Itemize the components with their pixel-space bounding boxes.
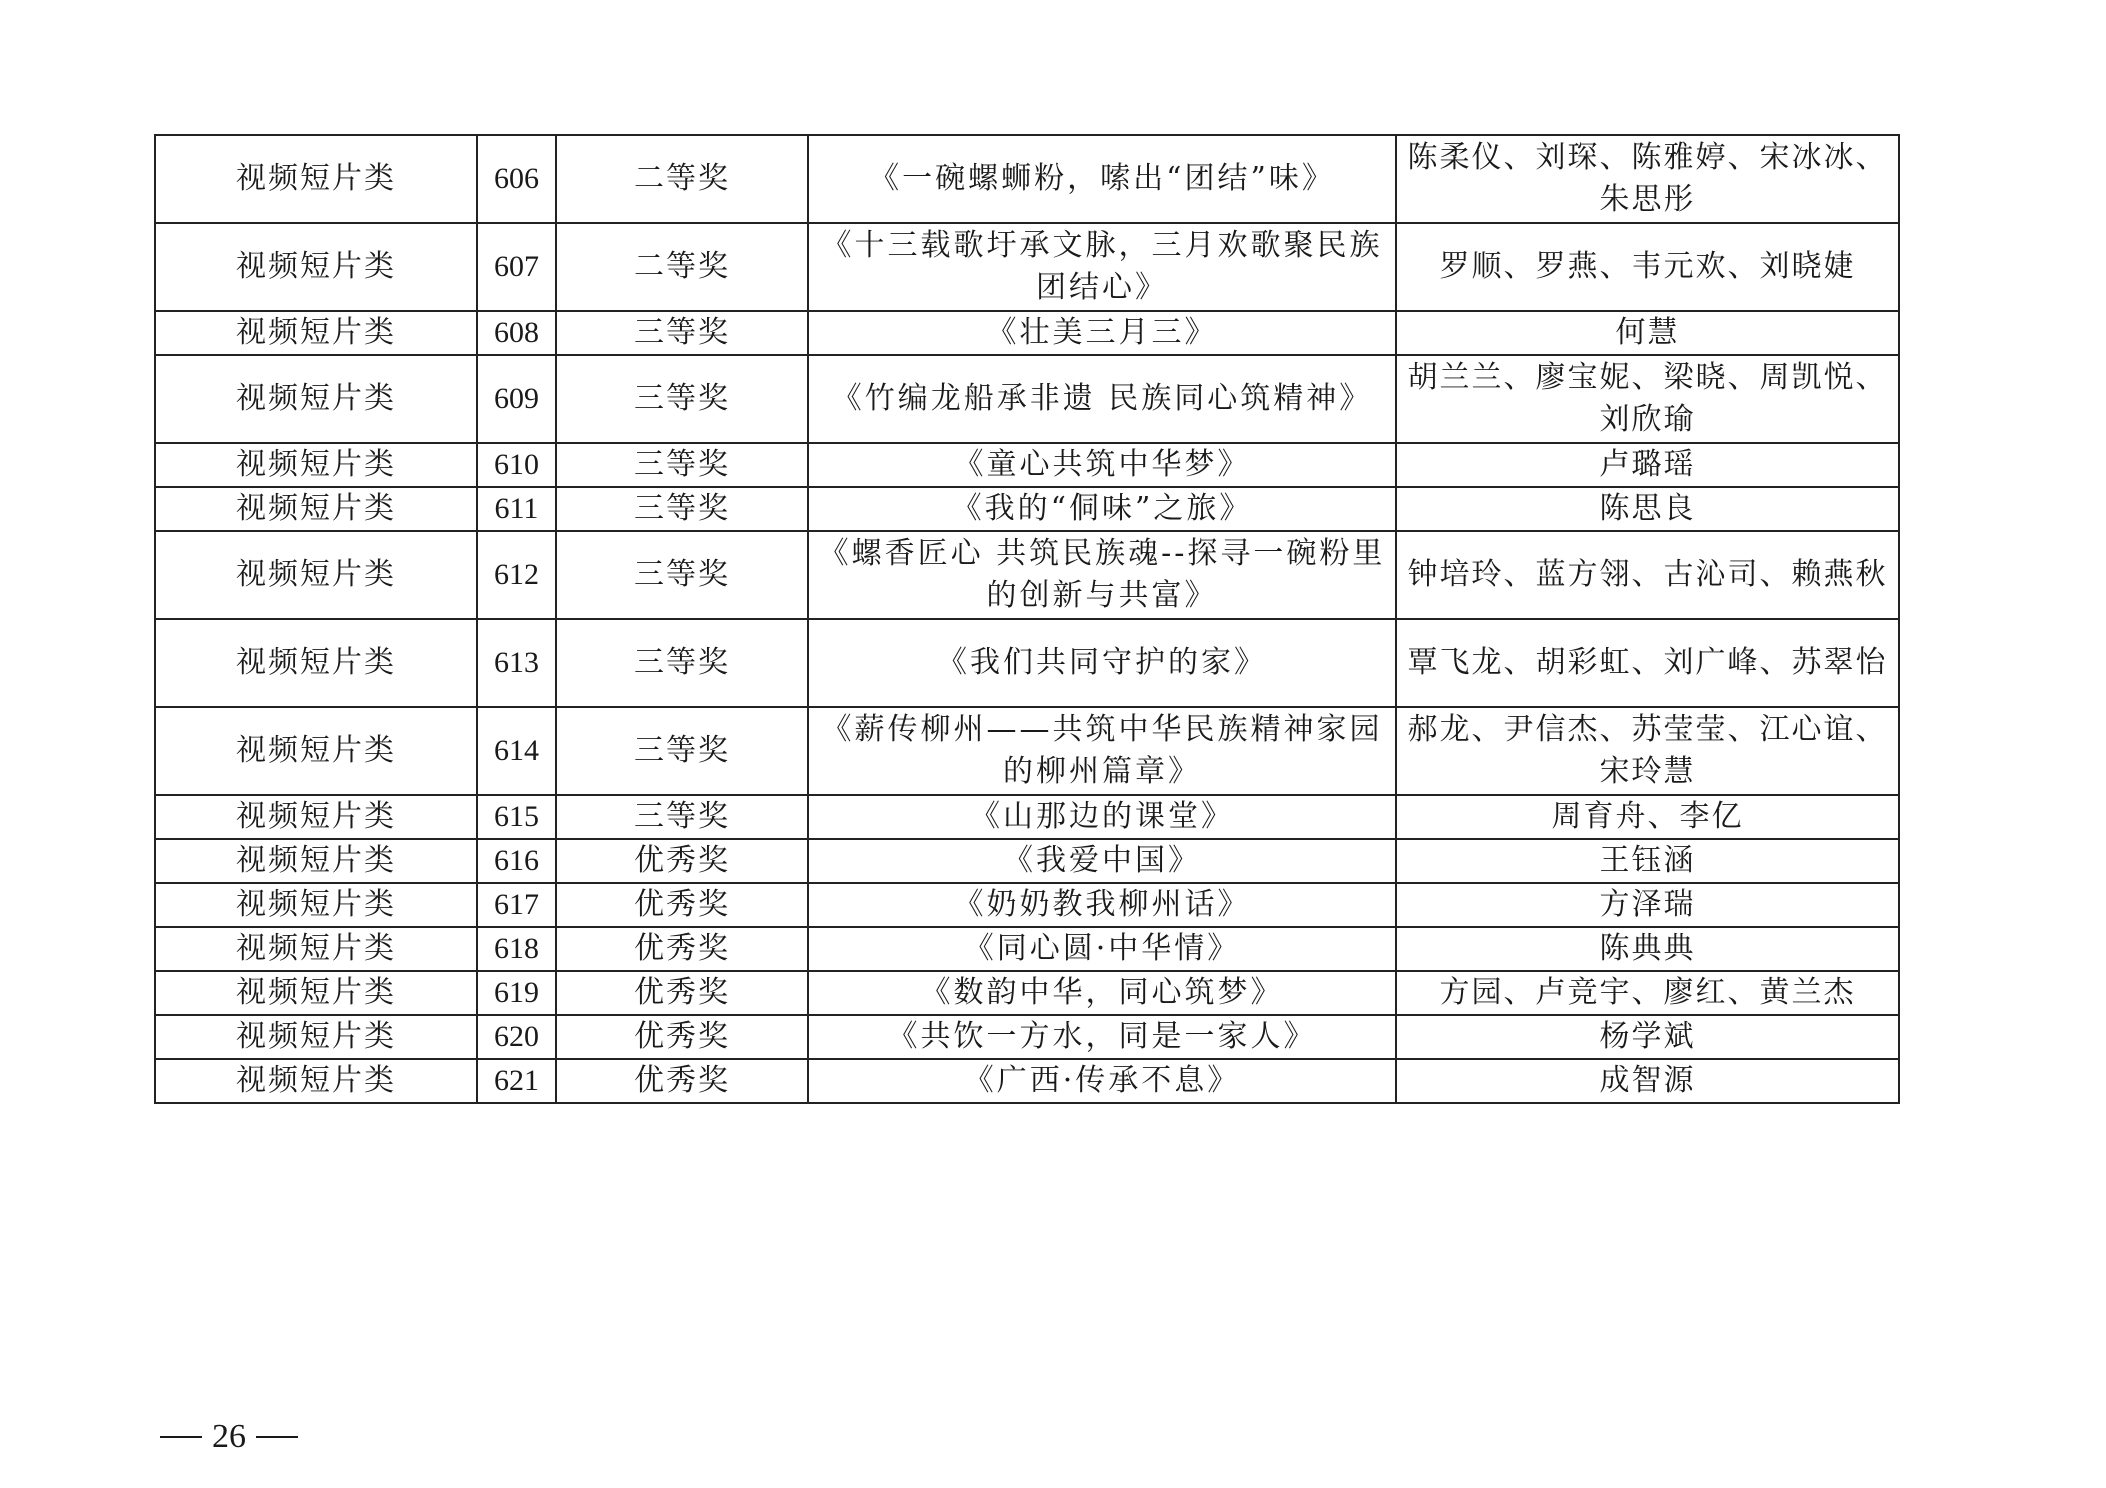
number-cell: 607 [477,223,556,311]
prize-cell: 三等奖 [556,355,808,443]
awards-table [154,134,1900,1104]
category-cell: 视频短片类 [155,883,477,927]
table-row [155,135,1899,223]
category-cell: 视频短片类 [155,619,477,707]
table-row [155,971,1899,1015]
table-row [155,1059,1899,1103]
table-row [155,619,1899,707]
prize-cell: 优秀奖 [556,1015,808,1059]
prize-cell: 优秀奖 [556,883,808,927]
table-row [155,487,1899,531]
title-cell: 《奶奶教我柳州话》 [808,883,1396,927]
page-number-dash-left [160,1436,202,1438]
authors-cell: 方园、卢竞宇、廖红、黄兰杰 [1396,971,1899,1015]
category-cell: 视频短片类 [155,971,477,1015]
category-cell: 视频短片类 [155,223,477,311]
authors-cell: 陈思良 [1396,487,1899,531]
number-cell: 619 [477,971,556,1015]
category-cell: 视频短片类 [155,531,477,619]
title-cell: 《山那边的课堂》 [808,795,1396,839]
prize-cell: 优秀奖 [556,927,808,971]
title-cell: 《十三载歌圩承文脉，三月欢歌聚民族团结心》 [808,223,1396,311]
page-number-value: 26 [212,1418,246,1455]
number-cell: 613 [477,619,556,707]
table-row [155,443,1899,487]
title-cell: 《童心共筑中华梦》 [808,443,1396,487]
authors-cell: 杨学斌 [1396,1015,1899,1059]
title-cell: 《数韵中华，同心筑梦》 [808,971,1396,1015]
category-cell: 视频短片类 [155,355,477,443]
title-cell: 《一碗螺蛳粉，嗦出“团结”味》 [808,135,1396,223]
authors-cell: 覃飞龙、胡彩虹、刘广峰、苏翠怡 [1396,619,1899,707]
authors-cell: 陈柔仪、刘琛、陈雅婷、宋冰冰、朱思彤 [1396,135,1899,223]
title-cell: 《螺香匠心 共筑民族魂--探寻一碗粉里的创新与共富》 [808,531,1396,619]
authors-cell: 成智源 [1396,1059,1899,1103]
number-cell: 614 [477,707,556,795]
awards-table-body [155,135,1899,1103]
category-cell: 视频短片类 [155,927,477,971]
category-cell: 视频短片类 [155,311,477,355]
authors-cell: 胡兰兰、廖宝妮、梁晓、周凯悦、刘欣瑜 [1396,355,1899,443]
number-cell: 617 [477,883,556,927]
authors-cell: 方泽瑞 [1396,883,1899,927]
category-cell: 视频短片类 [155,707,477,795]
number-cell: 615 [477,795,556,839]
number-cell: 621 [477,1059,556,1103]
table-row [155,355,1899,443]
table-row [155,839,1899,883]
table-row [155,883,1899,927]
prize-cell: 三等奖 [556,707,808,795]
table-row [155,311,1899,355]
category-cell: 视频短片类 [155,839,477,883]
prize-cell: 三等奖 [556,619,808,707]
prize-cell: 三等奖 [556,311,808,355]
title-cell: 《我的“侗味”之旅》 [808,487,1396,531]
authors-cell: 陈典典 [1396,927,1899,971]
authors-cell: 罗顺、罗燕、韦元欢、刘晓婕 [1396,223,1899,311]
number-cell: 611 [477,487,556,531]
title-cell: 《同心圆·中华情》 [808,927,1396,971]
table-row [155,223,1899,311]
number-cell: 612 [477,531,556,619]
prize-cell: 二等奖 [556,135,808,223]
authors-cell: 周育舟、李亿 [1396,795,1899,839]
table-row [155,927,1899,971]
table-row [155,531,1899,619]
page-number [160,1418,298,1456]
title-cell: 《我爱中国》 [808,839,1396,883]
prize-cell: 优秀奖 [556,1059,808,1103]
authors-cell: 钟培玲、蓝方翎、古沁司、赖燕秋 [1396,531,1899,619]
page-number-dash-right [256,1436,298,1438]
prize-cell: 优秀奖 [556,839,808,883]
number-cell: 609 [477,355,556,443]
table-row [155,795,1899,839]
authors-cell: 郝龙、尹信杰、苏莹莹、江心谊、宋玲慧 [1396,707,1899,795]
category-cell: 视频短片类 [155,795,477,839]
authors-cell: 王钰涵 [1396,839,1899,883]
category-cell: 视频短片类 [155,443,477,487]
authors-cell: 何慧 [1396,311,1899,355]
title-cell: 《共饮一方水，同是一家人》 [808,1015,1396,1059]
prize-cell: 二等奖 [556,223,808,311]
number-cell: 606 [477,135,556,223]
prize-cell: 优秀奖 [556,971,808,1015]
title-cell: 《广西·传承不息》 [808,1059,1396,1103]
prize-cell: 三等奖 [556,795,808,839]
title-cell: 《壮美三月三》 [808,311,1396,355]
category-cell: 视频短片类 [155,135,477,223]
title-cell: 《我们共同守护的家》 [808,619,1396,707]
number-cell: 616 [477,839,556,883]
title-cell: 《薪传柳州——共筑中华民族精神家园的柳州篇章》 [808,707,1396,795]
authors-cell: 卢璐瑶 [1396,443,1899,487]
table-row [155,707,1899,795]
title-cell: 《竹编龙船承非遗 民族同心筑精神》 [808,355,1396,443]
category-cell: 视频短片类 [155,487,477,531]
number-cell: 610 [477,443,556,487]
prize-cell: 三等奖 [556,531,808,619]
prize-cell: 三等奖 [556,487,808,531]
prize-cell: 三等奖 [556,443,808,487]
number-cell: 618 [477,927,556,971]
number-cell: 608 [477,311,556,355]
category-cell: 视频短片类 [155,1015,477,1059]
category-cell: 视频短片类 [155,1059,477,1103]
table-row [155,1015,1899,1059]
number-cell: 620 [477,1015,556,1059]
